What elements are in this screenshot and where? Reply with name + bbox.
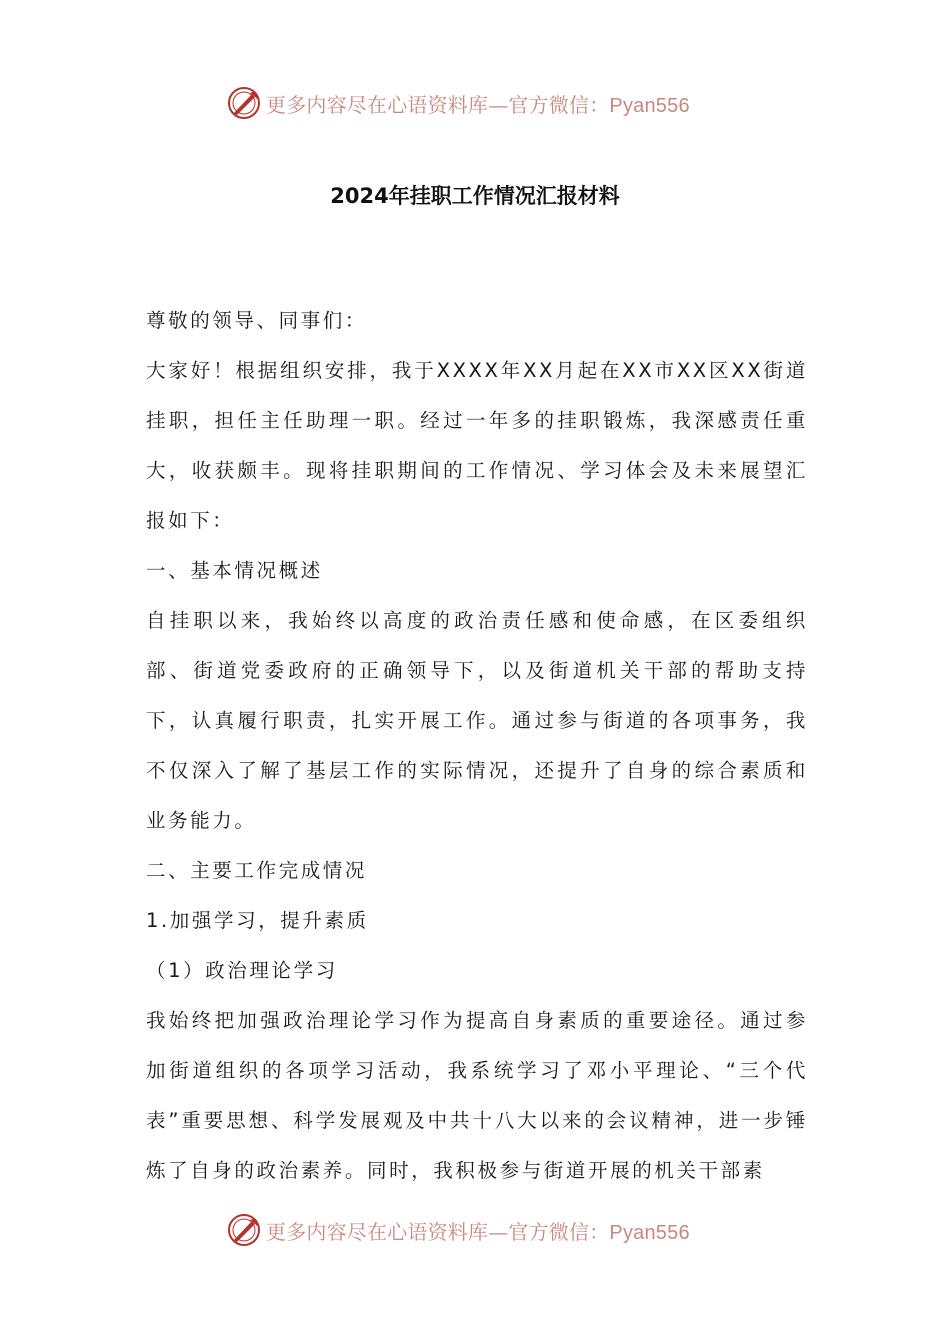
page-title: 2024年挂职工作情况汇报材料 [330,184,620,208]
section-heading-2: 二、主要工作完成情况 [146,859,368,882]
document-body [146,296,808,1196]
watermark-text: 更多内容尽在心语资料库—官方微信：Pyan556 [266,1219,690,1244]
subheading-study: 1.加强学习，提升素质 [146,909,369,932]
watermark-footer [226,1210,726,1250]
quill-logo-icon [226,1212,262,1248]
paragraph-overview: 自挂职以来，我始终以高度的政治责任感和使命感，在区委组织部、街道党委政府的正确领导下，以及街道机关干部的帮助支持下，认真履行职责，扎实开展工作。通过参与街道的各项事务，我不仅深入了解了基层工作的实际情况，还提升了自身的综合素质和业务能力。 [146,609,808,832]
section-heading-1: 一、基本情况概述 [146,559,323,582]
watermark-text: 更多内容尽在心语资料库—官方微信：Pyan556 [266,92,690,117]
watermark-header [226,83,726,123]
subheading-theory: （1）政治理论学习 [146,959,338,982]
paragraph-theory: 我始终把加强政治理论学习作为提高自身素质的重要途径。通过参加街道组织的各项学习活动，我系统学习了邓小平理论、“三个代表”重要思想、科学发展观及中共十八大以来的会议精神，进一步锤炼了自身的政治素养。同时，我积极参与街道开展的机关干部素 [146,1009,808,1182]
salutation: 尊敬的领导、同事们： [146,309,368,332]
quill-logo-icon [226,85,262,121]
paragraph-intro: 大家好！根据组织安排，我于XXXX年XX月起在XX市XX区XX街道挂职，担任主任助理一职。经过一年多的挂职锻炼，我深感责任重大，收获颇丰。现将挂职期间的工作情况、学习体会及未来展望汇报如下： [146,359,808,532]
